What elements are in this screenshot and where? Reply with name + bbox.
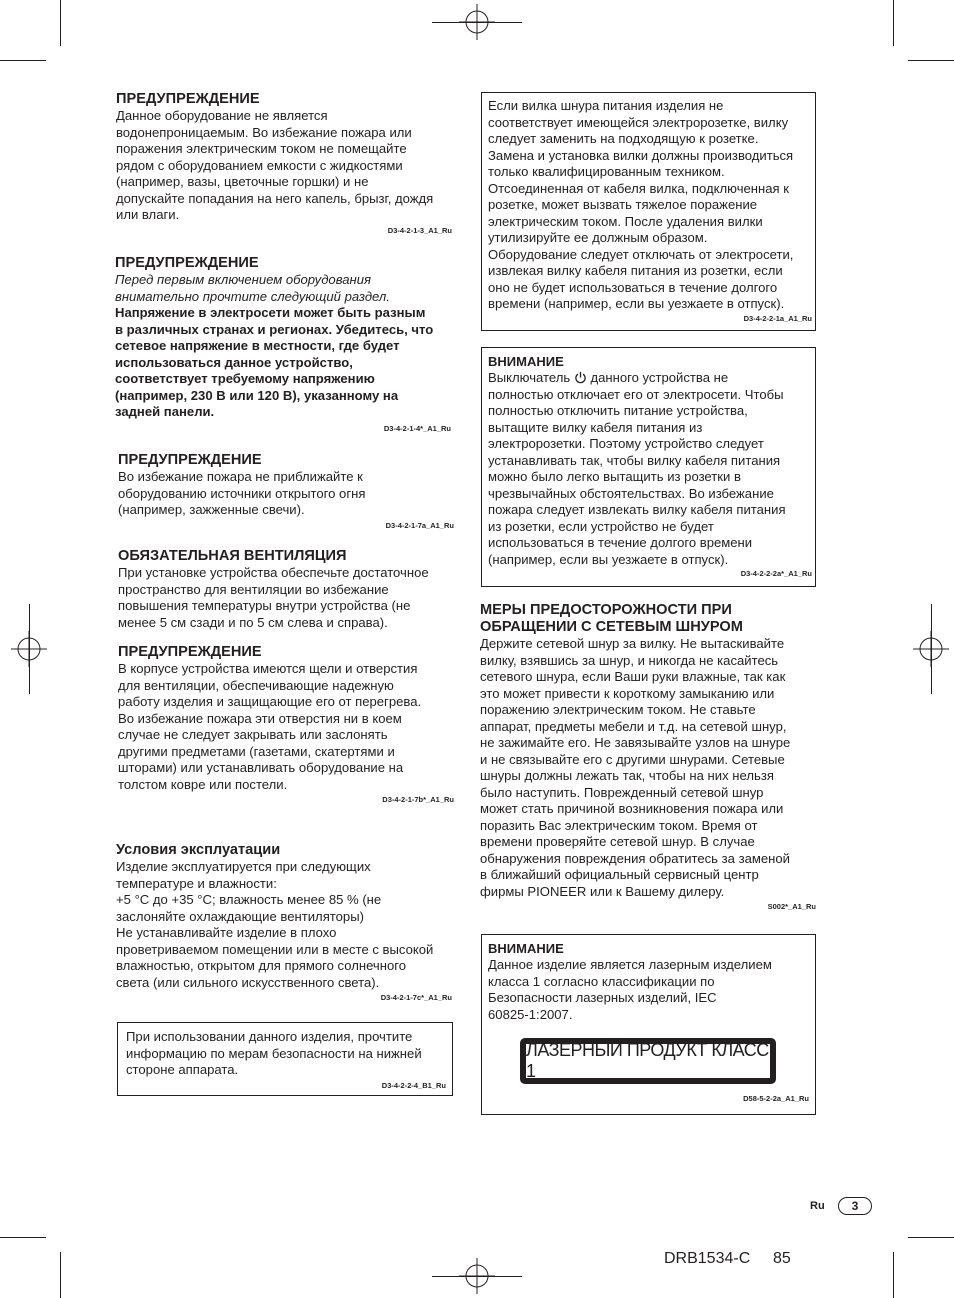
box-title: ВНИМАНИЕ <box>488 354 564 369</box>
document-code: DRB1534-C <box>664 1250 751 1267</box>
box-body: полностью отключает его от электросети. Чтобы полностью отключить питание устройства, вытащите вилку кабеля питания из электророзетки. Поэтому устройство следует устанавливать так, чтобы вилку кабеля питания можно было легко вытащить из розетки в чрезвычайных обстоятельствах. Во избежание пожара следует извлекать вилку кабеля питания из розетки, если устройство не будет использоваться в течение долгого времени (например, если вы уезжаете в отпуск). <box>488 386 786 567</box>
section-title: ПРЕДУПРЕЖДЕНИЕ <box>118 644 262 660</box>
doc-code: D58-5-2-2a_A1_Ru <box>743 1094 809 1103</box>
doc-code: D3-4-2-2-4_B1_Ru <box>381 1080 446 1090</box>
power-standby-icon <box>574 371 587 384</box>
doc-code: D3-4-2-2-1a_A1_Ru <box>743 313 812 323</box>
laser-caution-box <box>481 934 816 1115</box>
power-cord-section <box>480 602 816 912</box>
safety-info-box <box>117 1022 453 1096</box>
section-intro: Перед первым включением оборудования внимательно прочтите следующий раздел. <box>115 272 390 304</box>
section-title: Условия эксплуатации <box>116 842 281 858</box>
section-body: Во избежание пожара не приближайте к оборудованию источники открытого огня (например, зажженные свечи). <box>118 469 366 517</box>
power-switch-caution-box <box>481 347 816 587</box>
warning-section-fire <box>118 452 454 531</box>
section-body: Напряжение в электросети может быть разным в различных странах и регионах. Убедитесь, что сетевое напряжение в местности, где будет использоваться данное устройство, соответствует требуемому напряжению (например, 230 В или 120 В), указанному на задней панели. <box>115 305 434 419</box>
ventilation-section <box>118 548 454 631</box>
laser-class-label <box>520 1038 776 1084</box>
section-title: ПРЕДУПРЕЖДЕНИЕ <box>116 91 260 107</box>
section-title: МЕРЫ ПРЕДОСТОРОЖНОСТИ ПРИ ОБРАЩЕНИИ С СЕТЕВЫМ ШНУРОМ <box>480 602 743 635</box>
plug-replacement-box <box>481 92 816 331</box>
sheet-number: 85 <box>773 1250 791 1267</box>
section-body: В корпусе устройства имеются щели и отверстия для вентиляции, обеспечивающие надежную работу изделия и защищающие его от перегрева. Во избежание пожара эти отверстия ни в коем случае не следует закрывать или заслонять другими предметами (газетами, скатертями и шторами) или устанавливать оборудование на толстом ковре или постели. <box>118 661 422 792</box>
registration-line <box>931 604 932 694</box>
section-title: ПРЕДУПРЕЖДЕНИЕ <box>115 255 259 271</box>
doc-code: D3-4-2-1-4*_A1_Ru <box>383 423 451 433</box>
doc-code: D3-4-2-1-7b*_A1_Ru <box>382 795 454 804</box>
doc-code: D3-4-2-1-7c*_A1_Ru <box>380 993 452 1002</box>
warning-section-openings <box>118 644 454 805</box>
box-line1-before: Выключатель <box>488 370 574 385</box>
box-line1 <box>488 370 812 387</box>
laser-class-text: ЛАЗЕРНЫЙ ПРОДУКТ КЛАСС 1 <box>526 1040 769 1081</box>
language-code: Ru <box>810 1200 825 1212</box>
section-body: При установке устройства обеспечьте достаточное пространство для вентиляции во избежание повышения температуры внутри устройства (не менее 5 см сзади и по 5 см слева и справа). <box>118 565 429 630</box>
doc-code: D3-4-2-1-3_A1_Ru <box>387 225 452 235</box>
box-title: ВНИМАНИЕ <box>488 941 564 956</box>
doc-code: D3-4-2-2-2a*_A1_Ru <box>740 569 812 578</box>
doc-code: D3-4-2-1-7a_A1_Ru <box>385 520 454 530</box>
warning-section-voltage <box>115 255 451 434</box>
registration-line <box>432 22 522 23</box>
section-body: Держите сетевой шнур за вилку. Не вытаскивайте вилку, взявшись за шнур, и никогда не касайтесь сетевого шнура, если Ваши руки влажные, так как это может привести к короткому замыканию или поражению электрическим током. Не ставьте аппарат, предметы мебели и т.д. на сетевой шнур, не зажимайте его. Не завязывайте узлов на шнуре и не связывайте его с другими шнурами. Сетевые шнуры должны лежать так, чтобы на них нельзя было наступить. Поврежденный сетевой шнур может стать причиной возникновения пожара или поразить Вас электрическим током. Время от времени проверяйте сетевой шнур. В случае обнаружения повреждения обратитесь за заменой в ближайший официальный сервисный центр фирмы PIONEER или к Вашему дилеру. <box>480 636 791 899</box>
section-title: ОБЯЗАТЕЛЬНАЯ ВЕНТИЛЯЦИЯ <box>118 548 347 564</box>
operating-conditions-section <box>116 842 452 1003</box>
section-body: Изделие эксплуатируется при следующих температуре и влажности: +5 °C до +35 °C; влажность менее 85 % (не заслоняйте охлаждающие вентиляторы) Не устанавливайте изделие в плохо проветриваемом помещении или в месте с высокой влажностью, открытом для прямого солнечного света (или сильного искусственного света). <box>116 859 434 990</box>
box-body: Если вилка шнура питания изделия не соответствует имеющейся электророзетке, вилку следует заменить на подходящую к розетке. Замена и установка вилки должны производиться только квалифицированным техником. Отсоединенная от кабеля вилка, подключенная к розетке, может вызвать тяжелое поражение электрическим током. После удаления вилки утилизируйте ее должным образом. Оборудование следует отключать от электросети, извлекая вилку кабеля питания из розетки, если оно не будет использоваться в течение долгого времени (например, если вы уезжаете в отпуск). <box>488 98 794 311</box>
doc-code: S002*_A1_Ru <box>767 902 816 911</box>
section-title: ПРЕДУПРЕЖДЕНИЕ <box>118 452 262 468</box>
box-body: При использовании данного изделия, прочтите информацию по мерам безопасности на нижней стороне аппарата. <box>126 1029 422 1077</box>
warning-section-water <box>116 91 452 236</box>
section-body: Данное оборудование не является водонепроницаемым. Во избежание пожара или поражения электрическим током не помещайте рядом с оборудованием емкости с жидкостями (например, вазы, цветочные горшки) и не допускайте попадания на него капель, брызг, дождя или влаги. <box>116 108 434 222</box>
box-line1-after: данного устройства не <box>586 370 729 385</box>
page-number: 3 <box>838 1197 872 1215</box>
registration-line <box>29 604 30 694</box>
registration-line <box>432 1276 522 1277</box>
box-body: Данное изделие является лазерным изделием класса 1 согласно классификации по Безопасности лазерных изделий, IEC 60825-1:2007. <box>488 957 772 1022</box>
